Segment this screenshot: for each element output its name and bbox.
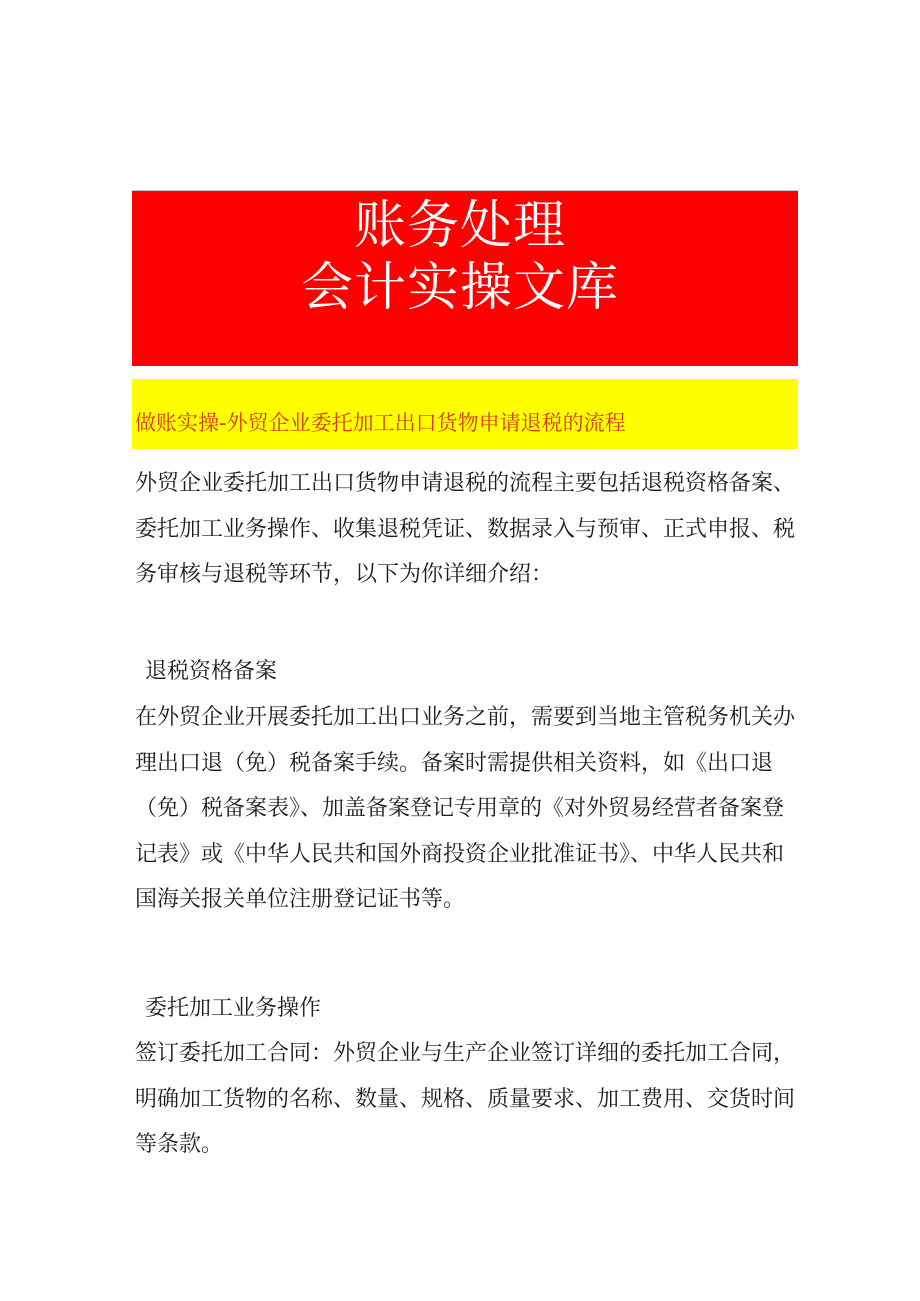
banner-title-line2: 会计实操文库 [300, 258, 619, 318]
section-heading-filing: 退税资格备案 [145, 659, 278, 684]
article-title: 做账实操-外贸企业委托加工出口货物申请退税的流程 [135, 411, 626, 435]
section-body-processing: 签订委托加工合同：外贸企业与生产企业签订详细的委托加工合同，明确加工货物的名称、数量、规格、质量要求、加工费用、交货时间等条款。 [135, 1041, 796, 1157]
section-body-filing: 在外贸企业开展委托加工出口业务之前，需要到当地主管税务机关办理出口退（免）税备案手续。备案时需提供相关资料，如《出口退（免）税备案表》、加盖备案登记专用章的《对外贸易经营者备案登记表》或《中华人民共和国外商投资企业批准证书》、中华人民共和国海关报关单位注册登记证书等。 [135, 705, 796, 912]
banner-title-line1: 账务处理 [353, 196, 566, 256]
section-heading-processing: 委托加工业务操作 [145, 996, 322, 1021]
intro-paragraph: 外贸企业委托加工出口货物申请退税的流程主要包括退税资格备案、委托加工业务操作、收集退税凭证、数据录入与预审、正式申报、税务审核与退税等环节，以下为你详细介绍： [135, 471, 796, 587]
